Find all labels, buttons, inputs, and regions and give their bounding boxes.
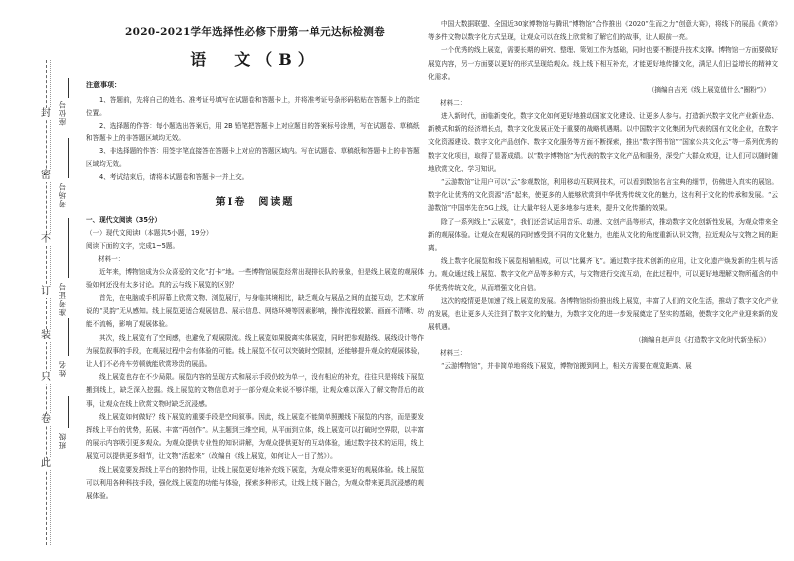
name-line [68,318,69,356]
notice-heading: 注意事项： [86,81,121,89]
class-line [68,396,69,428]
passage-paragraph: 线上数字化展览和线下展览相辅相成，可以“比翼齐飞”。通过数字技术创新的应用，让文化遗产焕发新的生机与活力。观众通过线上展览、数字文化产品等多种方式，与文物进行交流互动，在此过程中，可以更好地理解文物所蕴含的中华优秀传统文化，从而增强文化自信。 [428,257,778,292]
binding-margin [0,0,84,561]
cut-char: 装 [41,330,51,341]
passage-paragraph: 中国大数据联盟、全国近30家博物馆与腾讯“博物馆”合作推出《2020“生而之力”创意大赛》，将线下的展品《黄帝》等多件文物以数字化方式呈现，让观众可以在线上欣赏和了解它们的故事，让人眼前一亮。 [428,20,778,42]
cut-char: 密 [41,170,51,181]
seal-line [50,60,51,545]
cut-char: 此 [41,458,51,469]
material-label: 材料三： [440,349,467,358]
material-label: 材料一： [98,254,125,263]
notice-item: 1、答题前，先将自己的姓名、准考证号填写在试题卷和答题卡上，并将准考证号条形码粘贴在答题卡上的指定位置。 [86,96,420,117]
notice-item: 3、非选择题的作答：用签字笔直接答在答题卡上对应的答题区域内。写在试题卷、草稿纸和答题卡上的非答题区域均无效。 [86,147,420,168]
notice-item: 2、选择题的作答：每小题选出答案后，用 2B 铅笔把答题卡上对应题目的答案标号涂黑，写在试题卷、草稿纸和答题卡上的非答题区域均无效。 [86,121,420,143]
passage-paragraph: 线上展览要发挥线上平台的独特作用，让线上展览更好地补充线下展览，为观众带来更好的观展体验。线上展览可以利用各种科技手段，强化线上展览的功能与体验，探索多种形式，让线上线下融合，为观众带来更具沉浸感的观展体验。 [86,465,424,501]
source-citation: （摘编自赵声良《打造数字文化时代新坐标》） [634,336,770,345]
seat-number-label: 座位号 [58,100,67,126]
subject-title: 语 文（B） [190,50,320,69]
passage-paragraph: 线上展览也存在不少局限。展览内容的呈现方式和展示手段仍较为单一，没有相应的补充，往往只是将线下展览搬到线上，缺乏深入挖掘。线上展览的文物信息对于一部分观众来说不够详细，让观众难以深入了解文物背后的故事，让观众在线上欣赏文物时缺乏沉浸感。 [86,373,424,408]
subsection-heading: （一）现代文阅读Ⅰ（本题共5小题，19分） [86,228,213,237]
instruction-text: 阅读下面的文字，完成1~5题。 [86,241,180,250]
passage-paragraph: 近年来，博物馆成为公众喜爱的文化“打卡”地。一些博物馆展览经常出现排长队的景象，但是线上展览的观展体验如何还没有太多讨论。真的云与线下展览的区别？ [86,267,424,289]
cut-line [46,60,47,545]
passage-paragraph: 进入新时代，面临新变化，数字文化如何更好地推动国家文化建设、让更多人参与。打造新兴数字文化产业新业态、新模式和新的经济增长点，数字文化发展正处于重要的战略机遇期。以中国数字文化集团为代表的国有文化企业，在数字文化资源建设、数字文化产品创作、数字文化服务等方面不断探索，推出“数字图书馆”“国家公共文化云”等一系列优秀的数字文化项目，取得了显著成绩。以“数字博物馆”为代表的数字文化产品和服务，深受广大群众欢迎，让人们可以随时随地欣赏文化、学习知识。 [428,112,778,173]
passage-paragraph: “云游博物馆”，并非简单地将线下展览，博物馆搬到网上，相关方需要在观览距离、展 [441,362,692,371]
material-label: 材料二： [440,99,467,108]
passage-paragraph: “云游数馆”让用户可以“云”参观数馆，利用移动互联网技术，可以看到数馆名言宝典的细节，仿佛进入真实的展馆。数字化让优秀的文化资源“活”起来，使更多的人能够欣赏到中华优秀传统文化的魅力，这有利于文化的传承和发展。“云游数馆”中国率先在5G上线，让大量年轻人更多地参与进来，提升文化传播的效果。 [428,178,778,213]
cut-char: 封 [41,108,51,119]
cut-char: 订 [41,286,51,297]
right-column [428,18,778,374]
seat-number-line [68,78,69,98]
name-label: 姓名 [58,360,67,377]
passage-paragraph: 首先，在电脑或手机屏幕上欣赏文物、浏览展厅，与身临其境相比，缺乏观众与展品之间的直接互动，艺术家所说的“灵韵”无从感知。线上展览更适合观展信息、展示信息、网络环境等因素影响，操作流程较繁、画面不清晰、功能不流畅，影响了观展体验。 [86,293,424,329]
exam-room-label: 考场号 [58,182,67,208]
section-heading: 一、现代文阅读（35分） [86,215,162,224]
passage-paragraph: 其次，线上展览有了空间感，也避免了观展限流。线上展览如果脱离实体展览，同时把参观路线、展线设计等作为展览叙事的手段，在观展过程中会有体验的可能。线上展览不仅可以突破时空限制，还能够提升观众的观展体验，让人们不必舟车劳顿就能欣赏珍贵的展品。 [86,333,424,368]
volume-title: 第Ⅰ卷 阅读题 [215,196,295,208]
passage-paragraph: 除了一系列线上“云展览”，我们还尝试运用音乐、动漫、文创产品等形式，推动数字文化创新性发展，为观众带来全新的观展体验。让观众在观展的同时感受到不同的文化魅力，也能从文化的角度重新认识文物，拉近观众与文物之间的距离。 [428,217,778,253]
passage-paragraph: 线上展览如何做好？线下展览的重要手段是空间叙事。因此，线上展览不能简单照搬线下展览的内容，而是要发挥线上平台的优势，拓展、丰富“再创作”。从主题到三维空间，从平面到立体，线上展览可以打破时空界限，以丰富的展示内容吸引更多观众。为观众提供专业性的知识讲解，为观众提供更好的互动体验，通过数字技术的运用，线上展览可以提供更多细节，让文物“活起来”（改编自《线上展览，如何让人一目了然》）。 [86,412,424,461]
source-citation: （摘编自吉光《线上展览值什么“圈粉”》） [647,86,770,95]
cut-char: 只 [41,372,51,383]
left-column [86,24,424,503]
class-label: 班级 [58,432,67,449]
admission-number-line [68,218,69,278]
cut-char: 不 [41,234,51,245]
passage-paragraph: 一个优秀的线上展览，需要长期的研究、整理、策划工作为基础，同时也要不断提升技术支撑。博物馆一方面要做好展览内容，另一方面要以更好的形式呈现给观众。线上线下相互补充，才能更好地传播文化，满足人们日益增长的精神文化需求。 [428,46,778,81]
admission-number-label: 准考证号 [58,282,67,316]
cut-char: 卷 [41,414,51,425]
exam-title: 2020-2021学年选择性必修下册第一单元达标检测卷 [125,26,385,38]
passage-paragraph: 这次的疫情更是加速了线上展览的发展。各博物馆纷纷推出线上展览，丰富了人们的文化生活，推动了数字文化产业的发展，也让更多人关注到了数字文化的魅力，为数字文化的进一步发展奠定了坚实的基础，使数字文化产业迎来新的发展机遇。 [428,296,778,332]
notice-item: 4、考试结束后，请将本试题卷和答题卡一并上交。 [99,172,249,181]
exam-room-line [68,138,69,178]
